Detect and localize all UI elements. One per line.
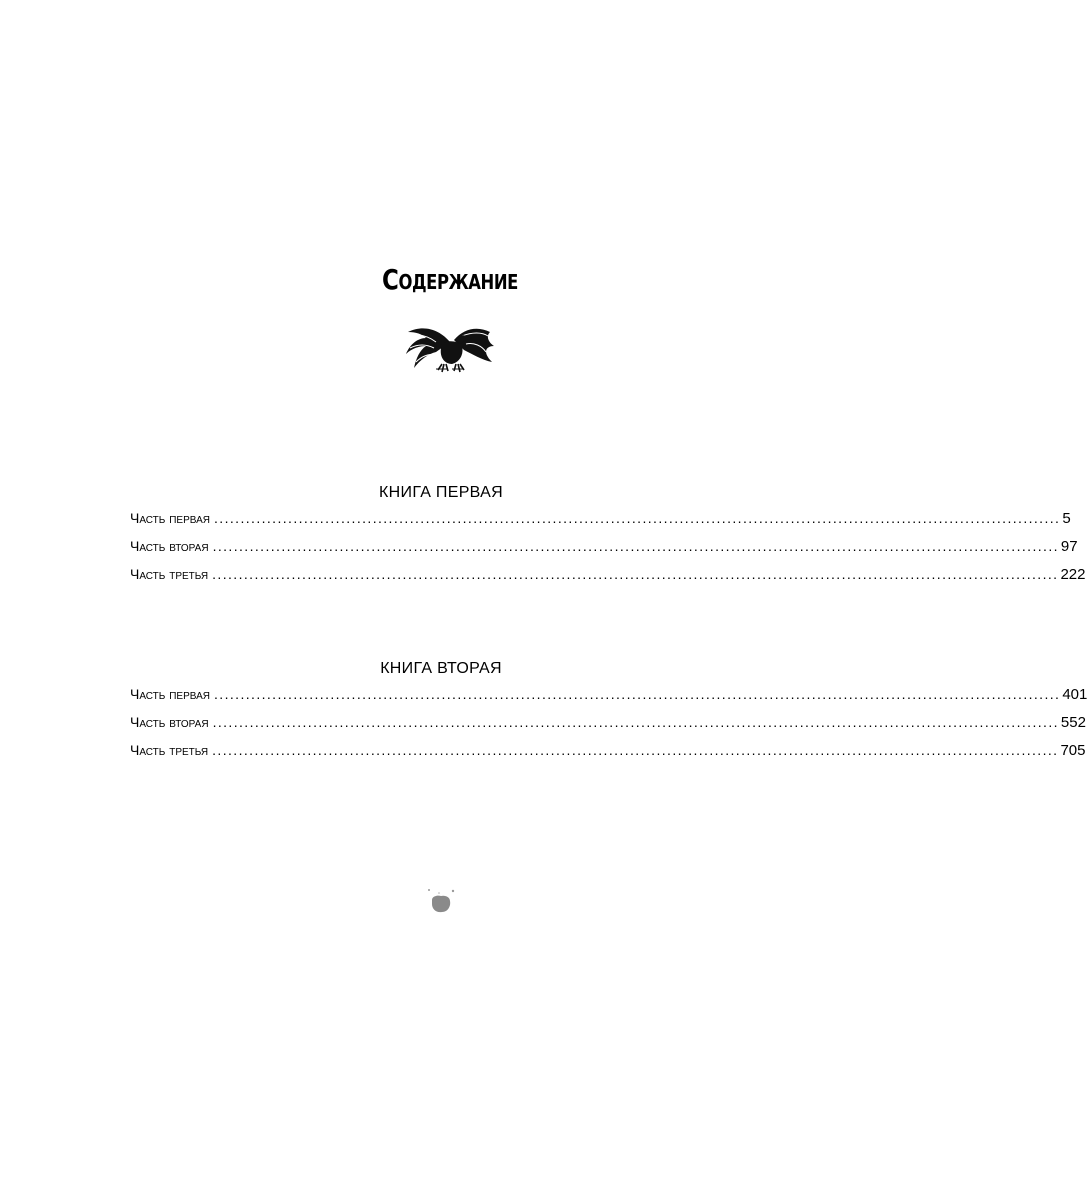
page-title: Содержание: [382, 263, 518, 296]
ink-blot-icon: [424, 884, 458, 918]
toc-entry-label: Часть вторая: [130, 714, 209, 730]
toc-entry[interactable]: [130, 510, 1071, 538]
toc-leader-dots: ................................................................................................................................................................: [212, 714, 1059, 730]
toc-entry[interactable]: [130, 538, 1078, 566]
book-1-section: [130, 482, 1086, 594]
book-2-section: [130, 658, 1087, 770]
toc-entry[interactable]: [130, 714, 1086, 742]
toc-entry-page: 552: [1060, 714, 1086, 731]
toc-leader-dots: ................................................................................................................................................................: [214, 686, 1061, 702]
toc-entry-label: Часть вторая: [130, 538, 209, 554]
toc-entry-page: 5: [1062, 510, 1071, 527]
book-heading: КНИГА ВТОРАЯ: [380, 660, 502, 677]
toc-entry-page: 97: [1060, 538, 1078, 555]
toc-entry-label: Часть третья: [130, 566, 209, 582]
toc-leader-dots: ................................................................................................................................................................: [212, 742, 1059, 758]
toc-entry-label: Часть первая: [130, 686, 210, 702]
toc-entry[interactable]: [130, 742, 1086, 770]
toc-leader-dots: ................................................................................................................................................................: [212, 566, 1059, 582]
toc-leader-dots: ................................................................................................................................................................: [214, 510, 1061, 526]
eagle-icon: [402, 322, 498, 374]
toc-entry[interactable]: [130, 566, 1086, 594]
toc-leader-dots: ................................................................................................................................................................: [212, 538, 1059, 554]
toc-entry-page: 222: [1060, 566, 1086, 583]
toc-entry-page: 401: [1062, 686, 1087, 703]
toc-entry-page: 705: [1060, 742, 1086, 759]
toc-entry-label: Часть третья: [130, 742, 209, 758]
toc-entry-label: Часть первая: [130, 510, 210, 526]
book-heading: КНИГА ПЕРВАЯ: [379, 484, 503, 501]
toc-entry[interactable]: [130, 686, 1087, 714]
